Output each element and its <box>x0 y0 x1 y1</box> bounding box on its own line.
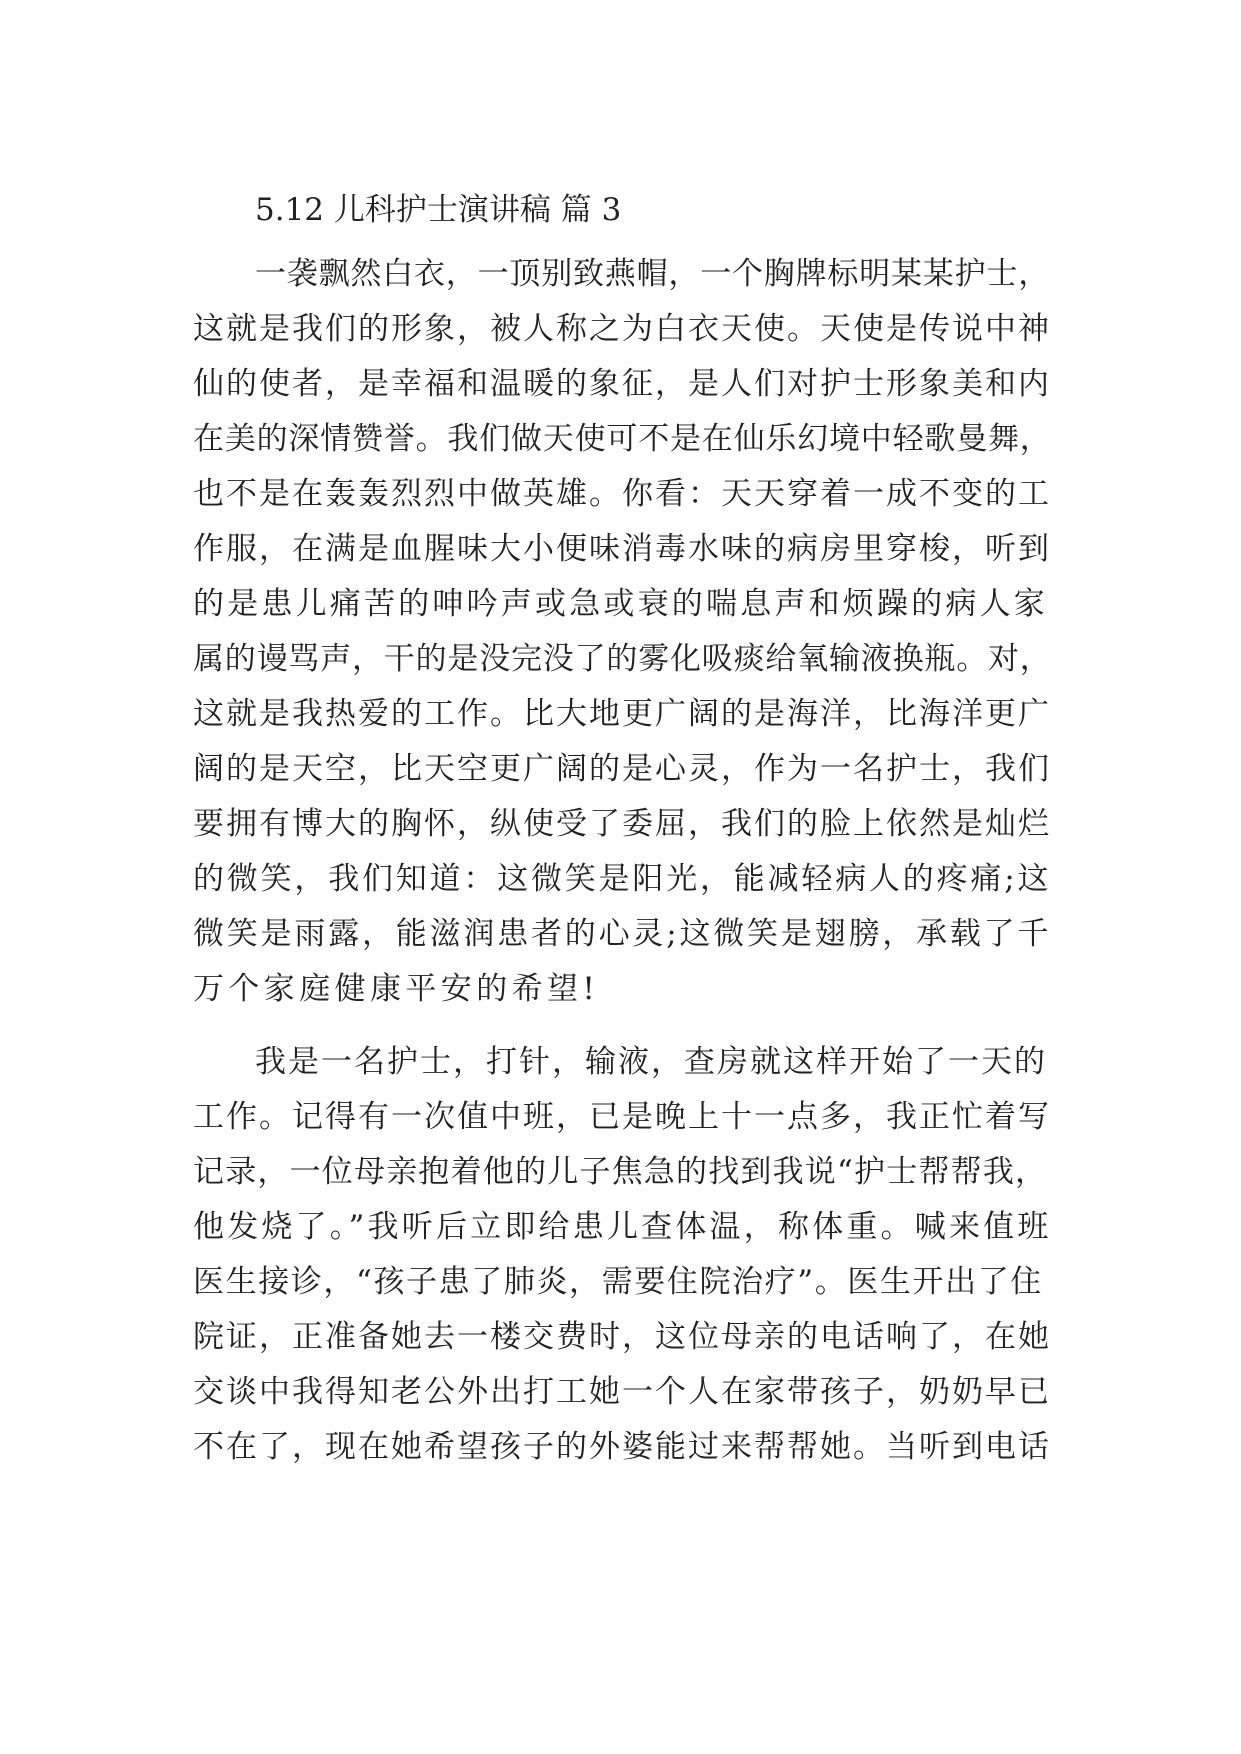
text-line: 微笑是雨露，能滋润患者的心灵;这微笑是翅膀，承载了千 <box>193 916 1052 952</box>
text-line: 的是患儿痛苦的呻吟声或急或衰的喘息声和烦躁的病人家 <box>193 586 1048 622</box>
text-line: 记录，一位母亲抱着他的儿子焦急的找到我说“护士帮帮我， <box>193 1154 1048 1190</box>
text-line: 作服，在满是血腥味大小便味消毒水味的病房里穿梭，听到 <box>193 531 1051 567</box>
text-line: 工作。记得有一次值中班，已是晚上十一点多，我正忙着写 <box>193 1099 1051 1135</box>
text-line: 也不是在轰轰烈烈中做英雄。你看：天天穿着一成不变的工 <box>193 476 1051 512</box>
section-title: 5.12 儿科护士演讲稿 篇 3 <box>255 192 622 228</box>
text-line: 这就是我热爱的工作。比大地更广阔的是海洋，比海洋更广 <box>193 696 1051 732</box>
text-line: 仙的使者，是幸福和温暖的象征，是人们对护士形象美和内 <box>193 366 1051 402</box>
text-line: 医生接诊，“孩子患了肺炎，需要住院治疗”。医生开出了住 <box>193 1264 1043 1300</box>
text-line: 我是一名护士，打针，输液，查房就这样开始了一天的 <box>255 1044 1047 1080</box>
text-line: 阔的是天空，比天空更广阔的是心灵，作为一名护士，我们 <box>193 751 1051 787</box>
text-line: 属的谩骂声，干的是没完没了的雾化吸痰给氧输液换瓶。对， <box>193 641 1052 677</box>
text-line: 万个家庭健康平安的希望! <box>193 971 600 1007</box>
text-line: 在美的深情赞誉。我们做天使可不是在仙乐幻境中轻歌曼舞， <box>193 421 1052 457</box>
text-line: 的微笑，我们知道：这微笑是阳光，能减轻病人的疼痛;这 <box>193 861 1052 897</box>
text-line: 一袭飘然白衣，一顶别致燕帽，一个胸牌标明某某护士， <box>255 256 1050 292</box>
text-line: 他发烧了。”我听后立即给患儿查体温，称体重。喊来值班 <box>193 1209 1052 1245</box>
text-line: 这就是我们的形象，被人称之为白衣天使。天使是传说中神 <box>193 311 1051 347</box>
text-line: 要拥有博大的胸怀，纵使受了委屈，我们的脸上依然是灿烂 <box>193 806 1051 842</box>
text-line: 不在了，现在她希望孩子的外婆能过来帮帮她。当听到电话 <box>193 1429 1051 1465</box>
text-line: 交谈中我得知老公外出打工她一个人在家带孩子，奶奶早已 <box>193 1374 1051 1410</box>
text-line: 院证，正准备她去一楼交费时，这位母亲的电话响了，在她 <box>193 1319 1051 1355</box>
